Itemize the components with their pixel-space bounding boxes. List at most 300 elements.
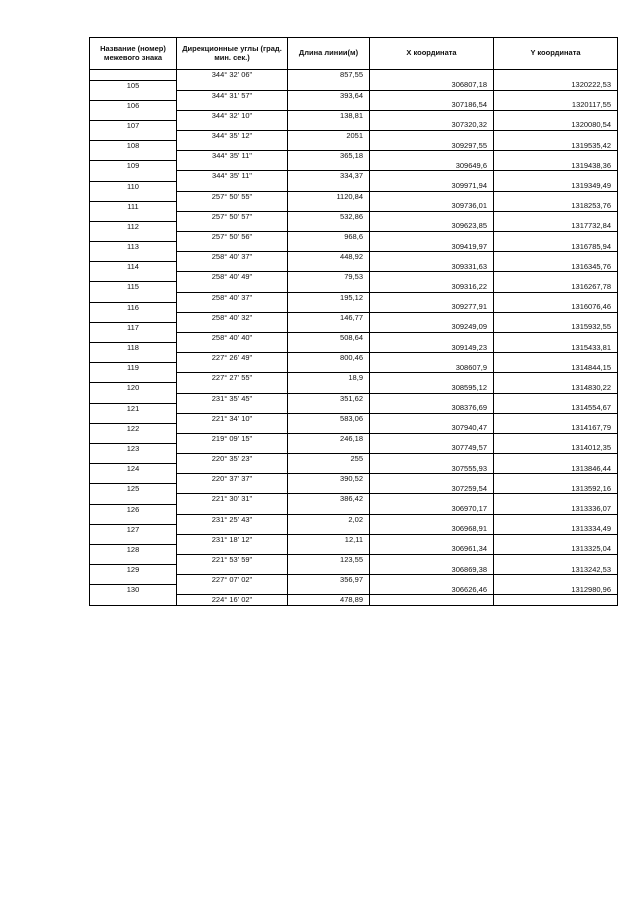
bearing-angle-cell bbox=[177, 565, 288, 575]
y-coordinate-cell: 1316345,76 bbox=[494, 262, 618, 272]
x-coordinate-cell: 306807,18 bbox=[370, 80, 494, 90]
x-coordinate-cell: 309149,23 bbox=[370, 343, 494, 353]
header-point-name: Название (номер) межевого знака bbox=[90, 38, 177, 70]
point-name-cell bbox=[90, 252, 177, 262]
point-row bbox=[90, 141, 618, 151]
line-length-cell: 2051 bbox=[288, 131, 370, 141]
line-length-cell: 478,89 bbox=[288, 595, 370, 606]
bearing-angle-cell: 231° 25' 43" bbox=[177, 514, 288, 524]
point-name-cell bbox=[90, 272, 177, 282]
segment-row bbox=[90, 534, 618, 544]
bearing-angle-cell: 344° 35' 12" bbox=[177, 131, 288, 141]
point-name-cell: 110 bbox=[90, 181, 177, 191]
point-name-cell bbox=[90, 413, 177, 423]
point-name-cell bbox=[90, 494, 177, 504]
bearing-angle-cell: 231° 35' 45" bbox=[177, 393, 288, 403]
point-name-cell: 105 bbox=[90, 80, 177, 90]
point-row bbox=[90, 120, 618, 130]
x-coordinate-cell bbox=[370, 211, 494, 221]
bearing-angle-cell: 257° 50' 55" bbox=[177, 191, 288, 201]
x-coordinate-cell bbox=[370, 272, 494, 282]
bearing-angle-cell bbox=[177, 181, 288, 191]
point-row bbox=[90, 443, 618, 453]
y-coordinate-cell: 1316267,78 bbox=[494, 282, 618, 292]
x-coordinate-cell bbox=[370, 474, 494, 484]
segment-row bbox=[90, 595, 618, 606]
line-length-cell: 583,06 bbox=[288, 413, 370, 423]
bearing-angle-cell: 224° 16' 02" bbox=[177, 595, 288, 606]
bearing-angle-cell bbox=[177, 80, 288, 90]
segment-row bbox=[90, 353, 618, 363]
bearing-angle-cell bbox=[177, 403, 288, 413]
point-row bbox=[90, 403, 618, 413]
line-length-cell bbox=[288, 302, 370, 312]
line-length-cell bbox=[288, 201, 370, 211]
bearing-angle-cell: 221° 30' 31" bbox=[177, 494, 288, 504]
point-name-cell bbox=[90, 454, 177, 464]
point-name-cell bbox=[90, 292, 177, 302]
y-coordinate-cell bbox=[494, 131, 618, 141]
x-coordinate-cell: 306626,46 bbox=[370, 585, 494, 595]
point-name-cell: 107 bbox=[90, 120, 177, 130]
line-length-cell: 146,77 bbox=[288, 312, 370, 322]
point-name-cell: 125 bbox=[90, 484, 177, 494]
x-coordinate-cell: 306970,17 bbox=[370, 504, 494, 514]
line-length-cell bbox=[288, 565, 370, 575]
line-length-cell bbox=[288, 443, 370, 453]
bearing-angle-cell bbox=[177, 242, 288, 252]
point-name-cell: 122 bbox=[90, 423, 177, 433]
bearing-angle-cell bbox=[177, 201, 288, 211]
y-coordinate-cell bbox=[494, 272, 618, 282]
bearing-angle-cell: 258° 40' 49" bbox=[177, 272, 288, 282]
bearing-angle-cell bbox=[177, 443, 288, 453]
point-row bbox=[90, 100, 618, 110]
point-row bbox=[90, 343, 618, 353]
y-coordinate-cell bbox=[494, 191, 618, 201]
point-name-cell: 106 bbox=[90, 100, 177, 110]
x-coordinate-cell: 309297,55 bbox=[370, 141, 494, 151]
point-name-cell bbox=[90, 353, 177, 363]
table-body bbox=[90, 70, 618, 606]
x-coordinate-cell bbox=[370, 433, 494, 443]
y-coordinate-cell bbox=[494, 252, 618, 262]
x-coordinate-cell: 306968,91 bbox=[370, 524, 494, 534]
y-coordinate-cell: 1319535,42 bbox=[494, 141, 618, 151]
point-name-cell bbox=[90, 534, 177, 544]
segment-row bbox=[90, 373, 618, 383]
bearing-angle-cell bbox=[177, 504, 288, 514]
bearing-angle-cell: 221° 53' 59" bbox=[177, 555, 288, 565]
line-length-cell bbox=[288, 181, 370, 191]
line-length-cell bbox=[288, 423, 370, 433]
bearing-angle-cell bbox=[177, 484, 288, 494]
bearing-angle-cell bbox=[177, 464, 288, 474]
line-length-cell: 800,46 bbox=[288, 353, 370, 363]
segment-row bbox=[90, 252, 618, 262]
bearing-angle-cell bbox=[177, 383, 288, 393]
x-coordinate-cell: 308595,12 bbox=[370, 383, 494, 393]
y-coordinate-cell: 1313592,16 bbox=[494, 484, 618, 494]
line-length-cell: 390,52 bbox=[288, 474, 370, 484]
x-coordinate-cell bbox=[370, 171, 494, 181]
x-coordinate-cell bbox=[370, 575, 494, 585]
x-coordinate-cell: 307940,47 bbox=[370, 423, 494, 433]
boundary-coordinates-table bbox=[89, 37, 618, 606]
y-coordinate-cell bbox=[494, 312, 618, 322]
point-row bbox=[90, 322, 618, 332]
point-row bbox=[90, 282, 618, 292]
point-row bbox=[90, 80, 618, 90]
x-coordinate-cell: 309971,94 bbox=[370, 181, 494, 191]
point-name-cell: 108 bbox=[90, 141, 177, 151]
y-coordinate-cell bbox=[494, 494, 618, 504]
x-coordinate-cell: 307186,54 bbox=[370, 100, 494, 110]
x-coordinate-cell: 308376,69 bbox=[370, 403, 494, 413]
y-coordinate-cell: 1319349,49 bbox=[494, 181, 618, 191]
bearing-angle-cell: 258° 40' 40" bbox=[177, 332, 288, 342]
y-coordinate-cell: 1314844,15 bbox=[494, 363, 618, 373]
bearing-angle-cell: 344° 32' 06" bbox=[177, 70, 288, 81]
line-length-cell bbox=[288, 484, 370, 494]
line-length-cell: 138,81 bbox=[288, 110, 370, 120]
y-coordinate-cell bbox=[494, 433, 618, 443]
x-coordinate-cell bbox=[370, 595, 494, 606]
point-row bbox=[90, 484, 618, 494]
x-coordinate-cell bbox=[370, 454, 494, 464]
point-name-cell bbox=[90, 131, 177, 141]
x-coordinate-cell bbox=[370, 252, 494, 262]
x-coordinate-cell bbox=[370, 110, 494, 120]
x-coordinate-cell bbox=[370, 332, 494, 342]
line-length-cell: 1120,84 bbox=[288, 191, 370, 201]
y-coordinate-cell: 1318253,76 bbox=[494, 201, 618, 211]
y-coordinate-cell bbox=[494, 534, 618, 544]
bearing-angle-cell: 258° 40' 37" bbox=[177, 292, 288, 302]
point-row bbox=[90, 201, 618, 211]
y-coordinate-cell: 1320117,55 bbox=[494, 100, 618, 110]
y-coordinate-cell bbox=[494, 555, 618, 565]
y-coordinate-cell bbox=[494, 353, 618, 363]
point-name-cell bbox=[90, 211, 177, 221]
x-coordinate-cell: 309649,6 bbox=[370, 161, 494, 171]
point-name-cell bbox=[90, 575, 177, 585]
line-length-cell bbox=[288, 544, 370, 554]
x-coordinate-cell bbox=[370, 151, 494, 161]
point-name-cell: 119 bbox=[90, 363, 177, 373]
line-length-cell bbox=[288, 100, 370, 110]
x-coordinate-cell: 306869,38 bbox=[370, 565, 494, 575]
y-coordinate-cell bbox=[494, 232, 618, 242]
bearing-angle-cell bbox=[177, 302, 288, 312]
x-coordinate-cell: 307259,54 bbox=[370, 484, 494, 494]
header-line-length: Длина линии(м) bbox=[288, 38, 370, 70]
point-name-cell bbox=[90, 70, 177, 81]
y-coordinate-cell: 1312980,96 bbox=[494, 585, 618, 595]
point-name-cell bbox=[90, 393, 177, 403]
segment-row bbox=[90, 110, 618, 120]
header-x-coordinate: X координата bbox=[370, 38, 494, 70]
bearing-angle-cell bbox=[177, 363, 288, 373]
segment-row bbox=[90, 312, 618, 322]
line-length-cell: 393,64 bbox=[288, 90, 370, 100]
point-name-cell bbox=[90, 555, 177, 565]
segment-row bbox=[90, 232, 618, 242]
point-name-cell: 111 bbox=[90, 201, 177, 211]
header-row bbox=[90, 38, 618, 70]
y-coordinate-cell bbox=[494, 151, 618, 161]
x-coordinate-cell: 309331,63 bbox=[370, 262, 494, 272]
bearing-angle-cell: 258° 40' 37" bbox=[177, 252, 288, 262]
bearing-angle-cell: 344° 32' 10" bbox=[177, 110, 288, 120]
segment-row bbox=[90, 151, 618, 161]
segment-row bbox=[90, 70, 618, 81]
x-coordinate-cell bbox=[370, 292, 494, 302]
x-coordinate-cell bbox=[370, 353, 494, 363]
line-length-cell bbox=[288, 524, 370, 534]
line-length-cell: 123,55 bbox=[288, 555, 370, 565]
point-name-cell: 120 bbox=[90, 383, 177, 393]
bearing-angle-cell: 257° 50' 57" bbox=[177, 211, 288, 221]
line-length-cell bbox=[288, 383, 370, 393]
point-row bbox=[90, 302, 618, 312]
segment-row bbox=[90, 575, 618, 585]
segment-row bbox=[90, 413, 618, 423]
x-coordinate-cell bbox=[370, 413, 494, 423]
line-length-cell: 508,64 bbox=[288, 332, 370, 342]
point-name-cell bbox=[90, 171, 177, 181]
y-coordinate-cell bbox=[494, 292, 618, 302]
y-coordinate-cell bbox=[494, 413, 618, 423]
point-name-cell: 117 bbox=[90, 322, 177, 332]
line-length-cell bbox=[288, 161, 370, 171]
line-length-cell: 532,86 bbox=[288, 211, 370, 221]
point-name-cell bbox=[90, 514, 177, 524]
x-coordinate-cell: 309277,91 bbox=[370, 302, 494, 312]
point-name-cell bbox=[90, 595, 177, 606]
bearing-angle-cell bbox=[177, 100, 288, 110]
x-coordinate-cell: 307749,57 bbox=[370, 443, 494, 453]
bearing-angle-cell: 227° 07' 02" bbox=[177, 575, 288, 585]
x-coordinate-cell: 309623,85 bbox=[370, 221, 494, 231]
bearing-angle-cell bbox=[177, 423, 288, 433]
y-coordinate-cell: 1320222,53 bbox=[494, 80, 618, 90]
x-coordinate-cell bbox=[370, 90, 494, 100]
y-coordinate-cell: 1314830,22 bbox=[494, 383, 618, 393]
x-coordinate-cell bbox=[370, 191, 494, 201]
segment-row bbox=[90, 454, 618, 464]
line-length-cell bbox=[288, 262, 370, 272]
x-coordinate-cell bbox=[370, 70, 494, 81]
header-bearing-angle: Дирекционные углы (град. мин. сек.) bbox=[177, 38, 288, 70]
point-name-cell: 115 bbox=[90, 282, 177, 292]
point-row bbox=[90, 242, 618, 252]
point-name-cell: 129 bbox=[90, 565, 177, 575]
line-length-cell: 356,97 bbox=[288, 575, 370, 585]
point-name-cell: 121 bbox=[90, 403, 177, 413]
segment-row bbox=[90, 555, 618, 565]
x-coordinate-cell bbox=[370, 555, 494, 565]
point-name-cell: 109 bbox=[90, 161, 177, 171]
point-name-cell: 116 bbox=[90, 302, 177, 312]
y-coordinate-cell bbox=[494, 373, 618, 383]
line-length-cell bbox=[288, 322, 370, 332]
bearing-angle-cell: 344° 35' 11" bbox=[177, 151, 288, 161]
y-coordinate-cell: 1313334,49 bbox=[494, 524, 618, 534]
segment-row bbox=[90, 514, 618, 524]
y-coordinate-cell: 1320080,54 bbox=[494, 120, 618, 130]
segment-row bbox=[90, 272, 618, 282]
bearing-angle-cell bbox=[177, 585, 288, 595]
y-coordinate-cell bbox=[494, 393, 618, 403]
point-name-cell: 127 bbox=[90, 524, 177, 534]
line-length-cell bbox=[288, 403, 370, 413]
line-length-cell bbox=[288, 343, 370, 353]
point-row bbox=[90, 161, 618, 171]
bearing-angle-cell bbox=[177, 343, 288, 353]
point-row bbox=[90, 585, 618, 595]
point-name-cell bbox=[90, 151, 177, 161]
line-length-cell bbox=[288, 363, 370, 373]
point-row bbox=[90, 544, 618, 554]
line-length-cell: 968,6 bbox=[288, 232, 370, 242]
point-row bbox=[90, 423, 618, 433]
y-coordinate-cell bbox=[494, 332, 618, 342]
point-name-cell bbox=[90, 474, 177, 484]
y-coordinate-cell bbox=[494, 514, 618, 524]
line-length-cell: 18,9 bbox=[288, 373, 370, 383]
point-name-cell: 118 bbox=[90, 343, 177, 353]
line-length-cell bbox=[288, 585, 370, 595]
bearing-angle-cell bbox=[177, 544, 288, 554]
bearing-angle-cell: 344° 35' 11" bbox=[177, 171, 288, 181]
bearing-angle-cell bbox=[177, 282, 288, 292]
line-length-cell: 79,53 bbox=[288, 272, 370, 282]
y-coordinate-cell bbox=[494, 110, 618, 120]
y-coordinate-cell bbox=[494, 70, 618, 81]
bearing-angle-cell bbox=[177, 221, 288, 231]
x-coordinate-cell bbox=[370, 232, 494, 242]
point-name-cell bbox=[90, 232, 177, 242]
segment-row bbox=[90, 393, 618, 403]
bearing-angle-cell: 219° 09' 15" bbox=[177, 433, 288, 443]
point-name-cell bbox=[90, 110, 177, 120]
line-length-cell: 246,18 bbox=[288, 433, 370, 443]
line-length-cell bbox=[288, 120, 370, 130]
line-length-cell: 334,37 bbox=[288, 171, 370, 181]
y-coordinate-cell: 1315433,81 bbox=[494, 343, 618, 353]
segment-row bbox=[90, 474, 618, 484]
bearing-angle-cell: 220° 37' 37" bbox=[177, 474, 288, 484]
bearing-angle-cell bbox=[177, 120, 288, 130]
x-coordinate-cell bbox=[370, 393, 494, 403]
point-name-cell: 124 bbox=[90, 464, 177, 474]
line-length-cell: 448,92 bbox=[288, 252, 370, 262]
segment-row bbox=[90, 191, 618, 201]
y-coordinate-cell: 1313242,53 bbox=[494, 565, 618, 575]
header-y-coordinate: Y координата bbox=[494, 38, 618, 70]
point-name-cell: 114 bbox=[90, 262, 177, 272]
segment-row bbox=[90, 332, 618, 342]
y-coordinate-cell bbox=[494, 474, 618, 484]
point-row bbox=[90, 383, 618, 393]
segment-row bbox=[90, 171, 618, 181]
y-coordinate-cell bbox=[494, 454, 618, 464]
y-coordinate-cell: 1315932,55 bbox=[494, 322, 618, 332]
line-length-cell: 365,18 bbox=[288, 151, 370, 161]
point-name-cell bbox=[90, 433, 177, 443]
y-coordinate-cell: 1313325,04 bbox=[494, 544, 618, 554]
point-row bbox=[90, 363, 618, 373]
y-coordinate-cell: 1313846,44 bbox=[494, 464, 618, 474]
line-length-cell bbox=[288, 282, 370, 292]
y-coordinate-cell: 1316076,46 bbox=[494, 302, 618, 312]
line-length-cell: 386,42 bbox=[288, 494, 370, 504]
x-coordinate-cell: 308607,9 bbox=[370, 363, 494, 373]
line-length-cell: 351,62 bbox=[288, 393, 370, 403]
bearing-angle-cell bbox=[177, 161, 288, 171]
y-coordinate-cell bbox=[494, 211, 618, 221]
x-coordinate-cell: 309736,01 bbox=[370, 201, 494, 211]
line-length-cell bbox=[288, 242, 370, 252]
bearing-angle-cell bbox=[177, 524, 288, 534]
x-coordinate-cell: 309419,97 bbox=[370, 242, 494, 252]
line-length-cell bbox=[288, 221, 370, 231]
bearing-angle-cell: 258° 40' 32" bbox=[177, 312, 288, 322]
point-name-cell: 130 bbox=[90, 585, 177, 595]
x-coordinate-cell bbox=[370, 312, 494, 322]
x-coordinate-cell: 307320,32 bbox=[370, 120, 494, 130]
segment-row bbox=[90, 292, 618, 302]
line-length-cell bbox=[288, 464, 370, 474]
point-row bbox=[90, 524, 618, 534]
point-name-cell: 128 bbox=[90, 544, 177, 554]
bearing-angle-cell: 344° 31' 57" bbox=[177, 90, 288, 100]
segment-row bbox=[90, 131, 618, 141]
point-row bbox=[90, 464, 618, 474]
bearing-angle-cell bbox=[177, 141, 288, 151]
x-coordinate-cell bbox=[370, 373, 494, 383]
point-row bbox=[90, 565, 618, 575]
x-coordinate-cell: 309249,09 bbox=[370, 322, 494, 332]
point-row bbox=[90, 181, 618, 191]
x-coordinate-cell: 309316,22 bbox=[370, 282, 494, 292]
point-row bbox=[90, 504, 618, 514]
bearing-angle-cell bbox=[177, 322, 288, 332]
x-coordinate-cell bbox=[370, 514, 494, 524]
line-length-cell bbox=[288, 80, 370, 90]
bearing-angle-cell: 221° 34' 10" bbox=[177, 413, 288, 423]
x-coordinate-cell bbox=[370, 534, 494, 544]
x-coordinate-cell: 307555,93 bbox=[370, 464, 494, 474]
x-coordinate-cell bbox=[370, 131, 494, 141]
y-coordinate-cell: 1316785,94 bbox=[494, 242, 618, 252]
line-length-cell bbox=[288, 504, 370, 514]
point-name-cell bbox=[90, 191, 177, 201]
point-name-cell bbox=[90, 312, 177, 322]
y-coordinate-cell bbox=[494, 595, 618, 606]
point-name-cell: 112 bbox=[90, 221, 177, 231]
point-row bbox=[90, 221, 618, 231]
y-coordinate-cell bbox=[494, 90, 618, 100]
y-coordinate-cell: 1317732,84 bbox=[494, 221, 618, 231]
line-length-cell bbox=[288, 141, 370, 151]
bearing-angle-cell: 227° 27' 55" bbox=[177, 373, 288, 383]
point-name-cell: 123 bbox=[90, 443, 177, 453]
line-length-cell: 2,02 bbox=[288, 514, 370, 524]
y-coordinate-cell: 1314554,67 bbox=[494, 403, 618, 413]
segment-row bbox=[90, 433, 618, 443]
